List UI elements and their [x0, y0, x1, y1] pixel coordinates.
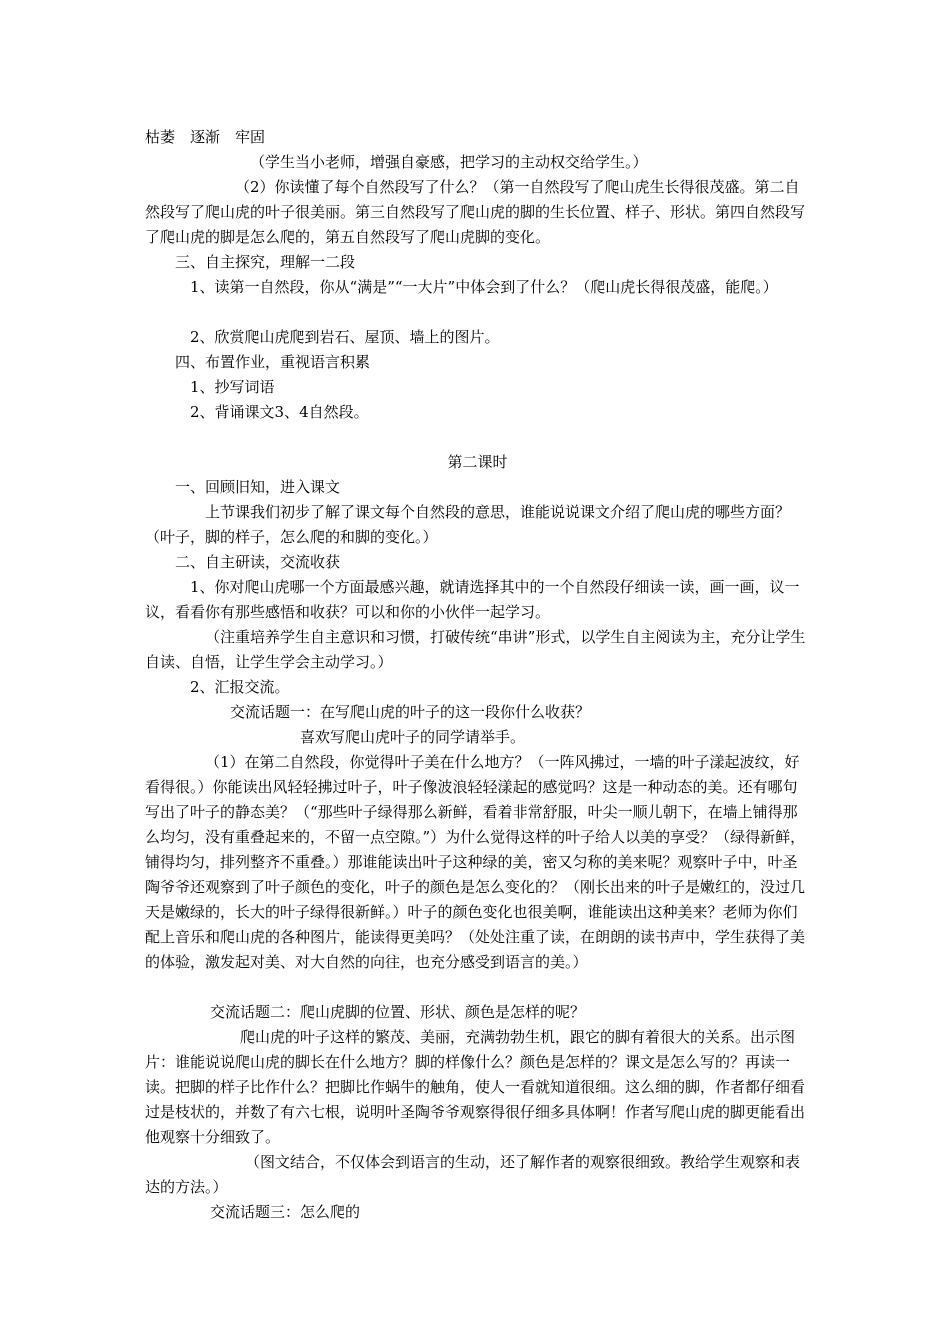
body-paragraph: 上节课我们初步了解了课文每个自然段的意思，谁能说说课文介绍了爬山虎的哪些方面？（叶子，脚的样子，怎么爬的和脚的变化。） — [145, 503, 791, 546]
list-item: 1、抄写词语 — [190, 378, 275, 396]
body-paragraph: 2、欣赏爬山虎爬到岩石、屋顶、墙上的图片。 — [190, 328, 500, 346]
section-heading: 四、布置作业，重视语言积累 — [175, 353, 371, 371]
note-paragraph: （注重培养学生自主意识和习惯，打破传统“串讲”形式，以学生自主阅读为主，充分让学生自读、自悟，让学生学会主动学习。） — [145, 628, 806, 671]
body-paragraph: 爬山虎的叶子这样的繁茂、美丽，充满勃勃生机，跟它的脚有着很大的关系。出示图片：谁能说说爬山虎的脚长在什么地方？脚的样像什么？颜色是怎样的？课文是怎么写的？再读一读。把脚的样子比作什么？把脚比作蜗牛的触角，使人一看就知道很细。这么细的脚，作者都仔细看过是枝状的，并数了有六七根，说明叶圣陶爷爷观察得很仔细多具体啊！作者写爬山虎的脚更能看出他观察十分细致了。 — [145, 1028, 806, 1146]
list-item: 2、汇报交流。 — [190, 678, 290, 696]
body-paragraph: 1、读第一自然段，你从“满是”“一大片”中体会到了什么？（爬山虎长得很茂盛，能爬。） — [190, 278, 778, 296]
body-paragraph: 喜欢写爬山虎叶子的同学请举手。 — [300, 728, 526, 746]
note-paragraph: （学生当小老师，增强自豪感，把学习的主动权交给学生。） — [250, 153, 648, 171]
body-paragraph: （1）在第二自然段，你觉得叶子美在什么地方？（一阵风拂过，一墙的叶子漾起波纹，好看得很。）你能读出风轻轻拂过叶子，叶子像波浪轻轻漾起的感觉吗？这是一种动态的美。还有哪句写出了叶子的静态美？（“那些叶子绿得那么新鲜，看着非常舒服，叶尖一顺儿朝下，在墙上铺得那么均匀，没有重叠起来的，不留一点空隙。”）为什么觉得这样的叶子给人以美的享受？（绿得新鲜，铺得均匀，排列整齐不重叠。）那谁能读出叶子这种绿的美，密又匀称的美来呢？观察叶子中，叶圣陶爷爷还观察到了叶子颜色的变化，叶子的颜色是怎么变化的？（刚长出来的叶子是嫩红的，没过几天是嫩绿的，长大的叶子绿得很新鲜。）叶子的颜色变化也很美啊，谁能读出这种美来？老师为你们配上音乐和爬山虎的各种图片，能读得更美吗？（处处注重了读，在朗朗的读书声中，学生获得了美的体验，激发起对美、对大自然的向往，也充分感受到语言的美。） — [145, 753, 806, 971]
section-heading: 二、自主研读，交流收获 — [175, 553, 341, 571]
list-item: 2、背诵课文3、4自然段。 — [190, 403, 369, 421]
body-paragraph: 1、你对爬山虎哪一个方面最感兴趣，就请选择其中的一个自然段仔细读一读，画一画，议一议，看看你有那些感悟和收获？可以和你的小伙伴一起学习。 — [145, 578, 800, 621]
body-paragraph: （2）你读懂了每个自然段写了什么？（第一自然段写了爬山虎生长得很茂盛。第二自然段写了爬山虎的叶子很美丽。第三自然段写了爬山虎的脚的生长位置、样子、形状。第四自然段写了爬山虎的脚是怎么爬的，第五自然段写了爬山虎脚的变化。 — [145, 178, 806, 246]
topic-heading: 交流话题二：爬山虎脚的位置、形状、颜色是怎样的呢？ — [210, 1003, 586, 1021]
section-heading: 一、回顾旧知，进入课文 — [175, 478, 341, 496]
topic-heading: 交流话题一：在写爬山虎的叶子的这一段你什么收获？ — [230, 703, 591, 721]
topic-heading: 交流话题三：怎么爬的 — [210, 1203, 361, 1221]
lesson-title: 第二课时 — [447, 453, 508, 471]
note-paragraph: （图文结合，不仅体会到语言的生动，还了解作者的观察很细致。教给学生观察和表达的方法。） — [145, 1153, 801, 1196]
vocab-line: 枯萎 逐渐 牢固 — [145, 128, 266, 146]
section-heading: 三、自主探究，理解一二段 — [175, 253, 356, 271]
